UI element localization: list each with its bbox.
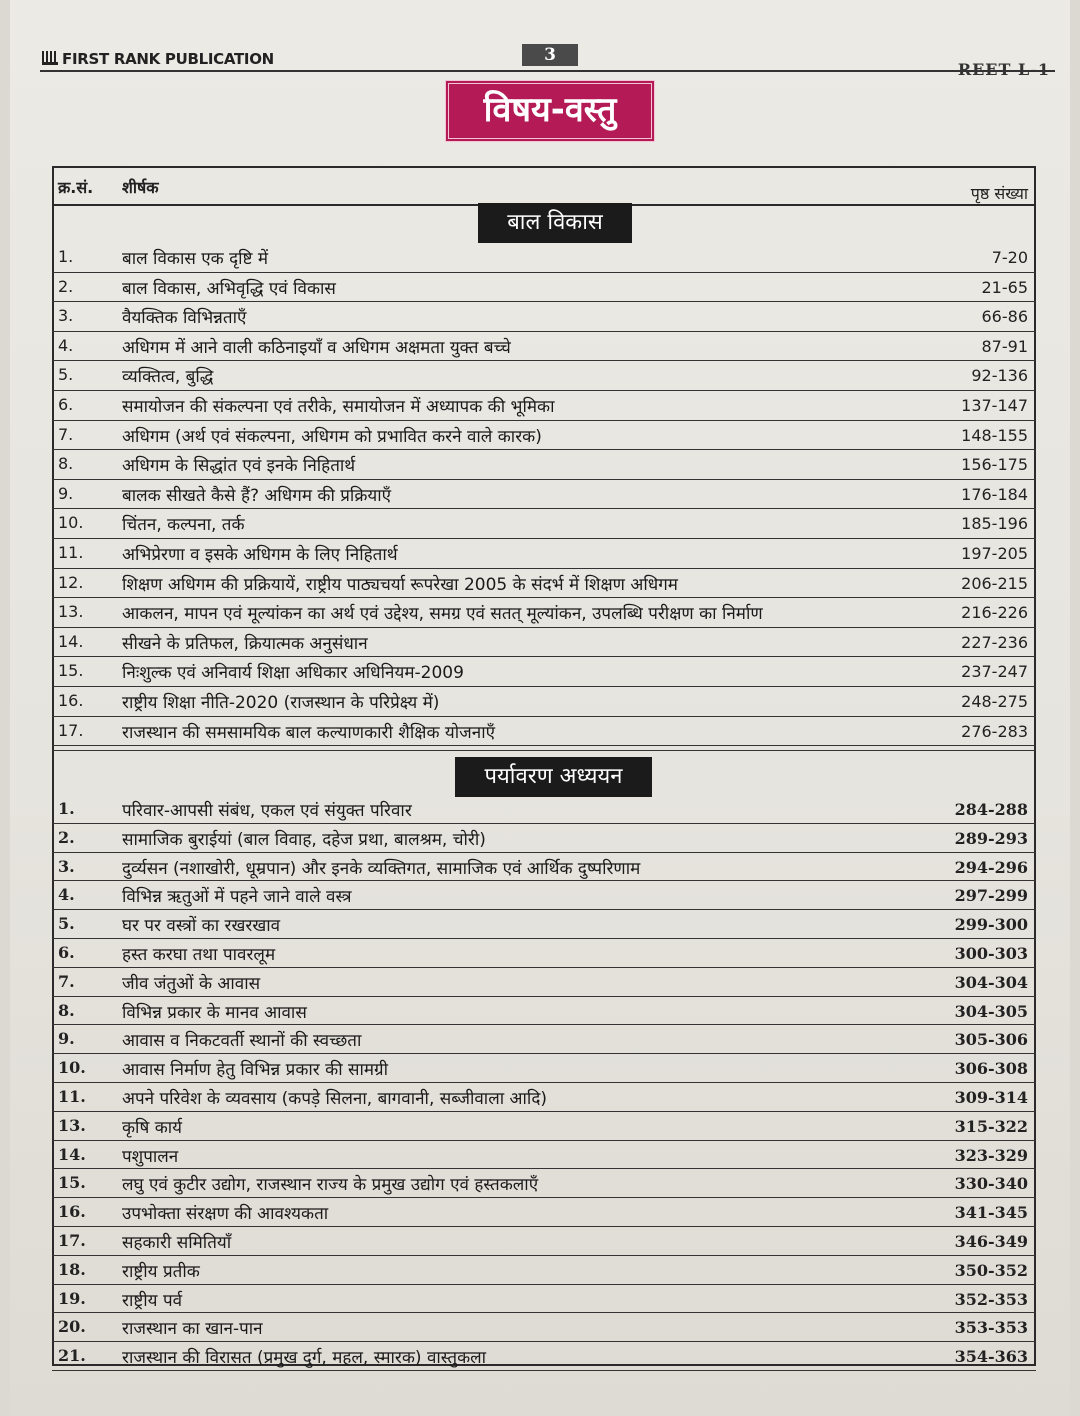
row-number: 2. [58, 276, 74, 296]
table-row [52, 657, 1036, 687]
row-title: व्यक्तित्व, बुद्धि [122, 367, 214, 388]
table-row [52, 717, 1036, 747]
row-title: अभिप्रेरणा व इसके अधिगम के लिए निहितार्थ [122, 544, 398, 565]
page-title: विषय-वस्तु [445, 80, 655, 142]
section-title-child-development: बाल विकास [478, 203, 632, 243]
row-number: 14. [58, 631, 84, 651]
row-number: 8. [58, 454, 74, 474]
row-pages: 297-299 [954, 886, 1028, 906]
row-title: राष्ट्रीय पर्व [122, 1290, 183, 1311]
row-title: कृषि कार्य [122, 1117, 183, 1138]
row-title: विभिन्न प्रकार के मानव आवास [122, 1002, 307, 1023]
row-number: 4. [58, 885, 75, 905]
row-number: 9. [58, 483, 74, 503]
table-row [52, 997, 1036, 1026]
table-row [52, 853, 1036, 882]
row-title: पशुपालन [122, 1146, 179, 1167]
table-header [52, 168, 1036, 206]
row-number: 2. [58, 827, 75, 847]
row-pages: 354-363 [954, 1347, 1028, 1367]
table-row [52, 910, 1036, 939]
table-row [52, 1169, 1036, 1198]
row-title: निःशुल्क एवं अनिवार्य शिक्षा अधिकार अधिनियम-2009 [122, 663, 464, 684]
row-pages: 21-65 [981, 277, 1028, 297]
row-number: 16. [58, 1202, 86, 1222]
publisher-label: FIRST RANK PUBLICATION [62, 50, 274, 68]
row-title: आकलन, मापन एवं मूल्यांकन का अर्थ एवं उद्देश्य, समग्र एवं सतत् मूल्यांकन, उपलब्धि परीक्षण का निर्माण [122, 604, 763, 625]
section-divider [52, 750, 1036, 751]
row-title: बालक सीखते कैसे हैं? अधिगम की प्रक्रियाएँ [122, 485, 392, 506]
table-row [52, 509, 1036, 539]
table-row [52, 1054, 1036, 1083]
col-pages-header: पृष्ठ संख्या [970, 184, 1028, 203]
row-number: 11. [58, 1086, 86, 1106]
table-row [52, 332, 1036, 362]
row-number: 14. [58, 1144, 86, 1164]
table-row [52, 1112, 1036, 1141]
col-title-header: शीर्षक [122, 178, 159, 197]
row-pages: 304-305 [954, 1001, 1028, 1021]
row-number: 5. [58, 365, 74, 385]
row-title: बाल विकास एक दृष्टि में [122, 249, 269, 269]
row-pages: 315-322 [954, 1116, 1028, 1136]
table-row [52, 1313, 1036, 1342]
row-title: परिवार-आपसी संबंध, एकल एवं संयुक्त परिवार [122, 801, 412, 821]
table-row [52, 302, 1036, 332]
table-row [52, 273, 1036, 303]
row-title: आवास व निकटवर्ती स्थानों की स्वच्छता [122, 1031, 362, 1052]
row-pages: 330-340 [954, 1174, 1028, 1194]
section-rows-environment-studies [52, 795, 1036, 1371]
row-title: आवास निर्माण हेतु विभिन्न प्रकार की सामग्री [122, 1060, 389, 1081]
row-pages: 309-314 [954, 1087, 1028, 1107]
row-title: राष्ट्रीय शिक्षा नीति-2020 (राजस्थान के परिप्रेक्ष्य में) [122, 692, 440, 713]
row-title: अधिगम (अर्थ एवं संकल्पना, अधिगम को प्रभावित करने वाले कारक) [122, 426, 542, 447]
table-row [52, 1227, 1036, 1256]
row-pages: 350-352 [954, 1260, 1028, 1280]
col-serial-header: क्र.सं. [58, 178, 94, 197]
table-row [52, 480, 1036, 510]
row-title: दुर्व्यसन (नशाखोरी, धूम्रपान) और इनके व्यक्तिगत, सामाजिक एवं आर्थिक दुष्परिणाम [122, 858, 641, 879]
row-title: घर पर वस्त्रों का रखरखाव [122, 916, 281, 937]
row-title: हस्त करघा तथा पावरलूम [122, 944, 276, 965]
row-pages: 352-353 [954, 1289, 1028, 1309]
row-pages: 248-275 [961, 691, 1028, 711]
row-pages: 353-353 [954, 1318, 1028, 1338]
row-title: सीखने के प्रतिफल, क्रियात्मक अनुसंधान [122, 633, 368, 654]
row-pages: 306-308 [954, 1059, 1028, 1079]
row-number: 18. [58, 1259, 86, 1279]
table-row [52, 450, 1036, 480]
table-row [52, 687, 1036, 717]
row-pages: 341-345 [954, 1203, 1028, 1223]
row-pages: 289-293 [954, 828, 1028, 848]
series-label: REET L-1 [957, 60, 1050, 79]
row-number: 7. [58, 971, 75, 991]
page-number: 3 [522, 44, 578, 66]
row-pages: 148-155 [961, 425, 1028, 445]
row-pages: 305-306 [954, 1030, 1028, 1050]
row-title: बाल विकास, अभिवृद्धि एवं विकास [122, 278, 336, 299]
table-row [52, 361, 1036, 391]
row-title: राजस्थान का खान-पान [122, 1319, 263, 1340]
row-number: 6. [58, 942, 75, 962]
row-title: उपभोक्ता संरक्षण की आवश्यकता [122, 1204, 329, 1225]
row-pages: 294-296 [954, 857, 1028, 877]
row-title: लघु एवं कुटीर उद्योग, राजस्थान राज्य के प्रमुख उद्योग एवं हस्तकलाएँ [122, 1175, 539, 1196]
table-row [52, 1342, 1036, 1371]
row-number: 20. [58, 1317, 86, 1337]
row-number: 13. [58, 1115, 86, 1135]
table-row [52, 795, 1036, 824]
table-row [52, 598, 1036, 628]
row-pages: 300-303 [954, 943, 1028, 963]
row-pages: 176-184 [961, 484, 1028, 504]
row-number: 3. [58, 856, 75, 876]
row-pages: 156-175 [961, 455, 1028, 475]
table-row [52, 1025, 1036, 1054]
table-row [52, 421, 1036, 451]
header-rule [40, 70, 1055, 72]
row-number: 5. [58, 914, 75, 934]
table-row [52, 881, 1036, 910]
row-number: 7. [58, 424, 74, 444]
row-pages: 66-86 [981, 307, 1028, 327]
row-number: 4. [58, 335, 74, 355]
table-row [52, 539, 1036, 569]
row-number: 1. [58, 799, 75, 818]
row-title: राष्ट्रीय प्रतीक [122, 1261, 200, 1282]
row-pages: 137-147 [961, 395, 1028, 415]
row-pages: 92-136 [971, 366, 1028, 386]
row-title: सामाजिक बुराईयां (बाल विवाह, दहेज प्रथा, बालश्रम, चोरी) [122, 829, 486, 850]
row-title: जीव जंतुओं के आवास [122, 973, 261, 994]
table-row [52, 968, 1036, 997]
row-number: 8. [58, 1000, 75, 1020]
row-number: 3. [58, 306, 74, 326]
row-title: समायोजन की संकल्पना एवं तरीके, समायोजन में अध्यापक की भूमिका [122, 396, 555, 417]
row-pages: 304-304 [954, 972, 1028, 992]
row-number: 1. [58, 247, 74, 266]
row-number: 19. [58, 1288, 86, 1308]
table-row [52, 824, 1036, 853]
row-number: 13. [58, 602, 84, 622]
row-number: 11. [58, 542, 84, 562]
row-number: 6. [58, 394, 74, 414]
row-title: राजस्थान की विरासत (प्रमुख दुर्ग, महल, स्मारक) वास्तुकला [122, 1348, 487, 1369]
table-row [52, 1256, 1036, 1285]
row-number: 15. [58, 1173, 86, 1193]
row-pages: 227-236 [961, 632, 1028, 652]
row-pages: 284-288 [954, 800, 1028, 819]
row-title: शिक्षण अधिगम की प्रक्रियायें, राष्ट्रीय पाठ्यचर्या रूपरेखा 2005 के संदर्भ में शिक्षण अधिगम [122, 574, 678, 595]
row-title: वैयक्तिक विभिन्नताएँ [122, 308, 247, 329]
row-number: 17. [58, 1230, 86, 1250]
table-row [52, 1083, 1036, 1112]
row-title: विभिन्न ऋतुओं में पहने जाने वाले वस्त्र [122, 887, 352, 908]
row-pages: 216-226 [961, 603, 1028, 623]
row-number: 12. [58, 572, 84, 592]
table-row [52, 243, 1036, 273]
row-number: 15. [58, 661, 84, 681]
row-pages: 197-205 [961, 543, 1028, 563]
row-pages: 346-349 [954, 1231, 1028, 1251]
row-title: सहकारी समितियाँ [122, 1232, 232, 1253]
row-pages: 276-283 [961, 721, 1028, 741]
row-number: 17. [58, 720, 84, 740]
row-title: राजस्थान की समसामयिक बाल कल्याणकारी शैक्षिक योजनाएँ [122, 722, 496, 743]
row-number: 10. [58, 1058, 86, 1078]
table-row [52, 1285, 1036, 1314]
row-title: चिंतन, कल्पना, तर्क [122, 515, 245, 536]
row-pages: 206-215 [961, 573, 1028, 593]
row-pages: 237-247 [961, 662, 1028, 682]
row-pages: 185-196 [961, 514, 1028, 534]
publisher-name [42, 50, 274, 68]
table-row [52, 569, 1036, 599]
row-number: 9. [58, 1029, 75, 1049]
row-pages: 323-329 [954, 1145, 1028, 1165]
row-title: अपने परिवेश के व्यवसाय (कपड़े सिलना, बागवानी, सब्जीवाला आदि) [122, 1088, 547, 1109]
row-title: अधिगम के सिद्धांत एवं इनके निहितार्थ [122, 456, 356, 477]
table-row [52, 391, 1036, 421]
table-row [52, 628, 1036, 658]
section-rows-child-development [52, 243, 1036, 746]
section-title-environment-studies: पर्यावरण अध्ययन [455, 757, 652, 797]
row-pages: 87-91 [981, 336, 1028, 356]
publisher-logo-icon [42, 51, 58, 65]
table-row [52, 939, 1036, 968]
row-number: 10. [58, 513, 84, 533]
table-row [52, 1141, 1036, 1170]
row-title: अधिगम में आने वाली कठिनाइयाँ व अधिगम अक्षमता युक्त बच्चे [122, 337, 511, 358]
row-number: 21. [58, 1346, 86, 1366]
row-pages: 299-300 [954, 915, 1028, 935]
table-row [52, 1198, 1036, 1227]
row-number: 16. [58, 690, 84, 710]
row-pages: 7-20 [991, 248, 1028, 267]
